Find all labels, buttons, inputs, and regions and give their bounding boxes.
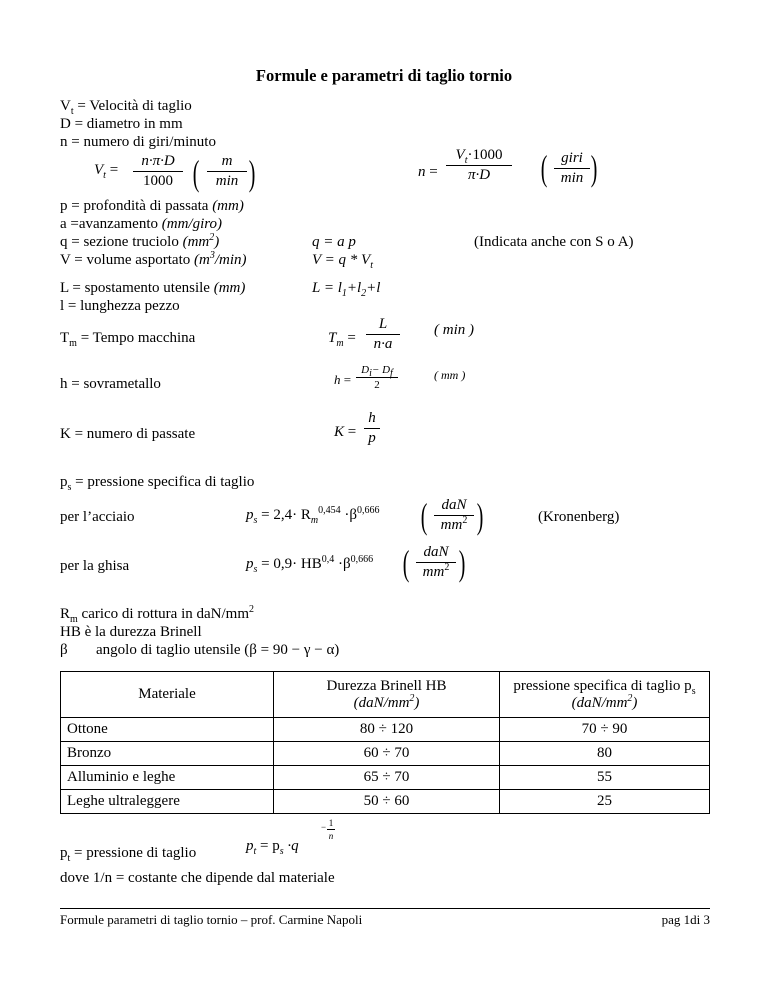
formula-ps-acciaio: $p_s = 2,4\cdot R_m^{0,454} \cdot\beta^{0,666}$ — [246, 505, 380, 526]
dove-note: dove 1/n = costante che dipende dal materiale — [60, 870, 335, 886]
def-k: K = numero di passate — [60, 426, 196, 442]
formula-h-fraction: $D_i- D_f$ 2 — [356, 364, 398, 391]
formula-ps-ghisa: $p_s = 0,9\cdot HB^{0,4} \cdot\beta^{0,666}$ — [246, 554, 374, 575]
formula-vt-lhs: $V_t$ = — [94, 162, 119, 181]
footer-page-number: pag 1di 3 — [661, 912, 710, 927]
formula-h-unit: ( mm ) — [434, 368, 466, 382]
formula-h-lhs: h = — [334, 372, 352, 387]
cell-material: Ottone — [61, 718, 274, 742]
materials-table — [60, 671, 710, 814]
def-pt: $p_t$ = pressione di taglio — [60, 845, 197, 864]
table-header-row — [61, 672, 710, 718]
def-beta: angolo di taglio utensile (β = 90 − γ − α) — [96, 642, 340, 658]
header-materiale: Materiale — [61, 672, 274, 718]
page-title: Formule e parametri di taglio tornio — [255, 66, 513, 85]
formula-tm-lhs: $T_m$ = — [328, 330, 356, 349]
def-n: n = numero di giri/minuto — [60, 134, 216, 150]
formula-l: $L = l_1+l_2+l$ — [312, 280, 381, 299]
def-v: V = volume asportato $(m^3/\min)$ — [60, 250, 247, 268]
paren-left: ( — [540, 148, 548, 188]
def-ps: $p_s$ = pressione specifica di taglio — [60, 474, 255, 493]
formula-n-fraction: $V_t\cdot 1000$ π·D — [446, 147, 512, 184]
def-rm: $R_m$ carico di rottura in daN/$mm^2$ — [60, 604, 254, 625]
cell-ps: 55 — [500, 766, 710, 790]
note-s-a: (Indicata anche con S o A) — [474, 234, 634, 250]
formula-tm-fraction: L n·a — [366, 316, 400, 353]
formula-q: q = a p — [312, 234, 356, 250]
formula-pt-exp-sign: − — [321, 822, 327, 832]
def-h: h = sovrametallo — [60, 376, 161, 392]
def-q: q = sezione truciolo $(mm^2)$ — [60, 232, 220, 250]
cell-material: Leghe ultraleggere — [61, 790, 274, 814]
formula-pt-exponent: 1 n — [328, 818, 334, 841]
def-a: a =avanzamento (mm/giro) — [60, 216, 223, 232]
table-row — [61, 742, 710, 766]
formula-v: $V = q * V_t$ — [312, 252, 373, 271]
cell-ps: 25 — [500, 790, 710, 814]
formula-vt-unit: m min — [207, 153, 247, 190]
paren-left: ( — [420, 496, 428, 536]
def-p: p = profondità di passata (mm) — [60, 198, 244, 214]
unit-ps-ghisa: daN $mm^2$ — [416, 544, 456, 581]
def-l: L = spostamento utensile (mm) — [60, 280, 246, 296]
cell-material: Bronzo — [61, 742, 274, 766]
kronenberg-note: (Kronenberg) — [538, 509, 620, 525]
cell-hb: 50 ÷ 60 — [274, 790, 500, 814]
cell-ps: 80 — [500, 742, 710, 766]
paren-left: ( — [192, 153, 200, 193]
cell-ps: 70 ÷ 90 — [500, 718, 710, 742]
formula-n-unit: giri min — [554, 150, 590, 187]
def-beta-symbol: β — [60, 642, 68, 658]
footer-divider — [60, 908, 710, 909]
cell-hb: 60 ÷ 70 — [274, 742, 500, 766]
def-d: D = diametro in mm — [60, 116, 183, 132]
formula-n-lhs: n = — [418, 164, 438, 180]
formula-pt: $p_t = p_s \cdot q$ — [246, 838, 299, 857]
unit-ps-acciaio: daN $mm^2$ — [434, 497, 474, 534]
def-vt: $V_t$ = Velocità di taglio — [60, 98, 192, 117]
paren-right: ) — [458, 543, 466, 583]
paren-right: ) — [590, 148, 598, 188]
cell-hb: 65 ÷ 70 — [274, 766, 500, 790]
def-lp: l = lunghezza pezzo — [60, 298, 180, 314]
table-row — [61, 766, 710, 790]
formula-k-lhs: K = — [334, 424, 357, 440]
label-ghisa: per la ghisa — [60, 558, 130, 574]
cell-material: Alluminio e leghe — [61, 766, 274, 790]
label-acciaio: per l’acciaio — [60, 509, 135, 525]
def-tm: $T_m$ = Tempo macchina — [60, 330, 196, 349]
header-pressione: pressione specifica di taglio $p_s$ $(daN/mm^2)$ — [500, 672, 710, 718]
formula-tm-unit: ( min ) — [434, 322, 474, 338]
paren-right: ) — [476, 496, 484, 536]
formula-k-fraction: h p — [364, 410, 380, 447]
header-durezza: Durezza Brinell HB $(daN/mm^2)$ — [274, 672, 500, 718]
cell-hb: 80 ÷ 120 — [274, 718, 500, 742]
table-row — [61, 790, 710, 814]
formula-vt-fraction: n·π·D 1000 — [133, 153, 183, 190]
def-hb: HB è la durezza Brinell — [60, 624, 202, 640]
paren-left: ( — [402, 543, 410, 583]
paren-right: ) — [248, 153, 256, 193]
table-row — [61, 718, 710, 742]
footer-left: Formule parametri di taglio tornio – prof. Carmine Napoli — [60, 912, 363, 927]
